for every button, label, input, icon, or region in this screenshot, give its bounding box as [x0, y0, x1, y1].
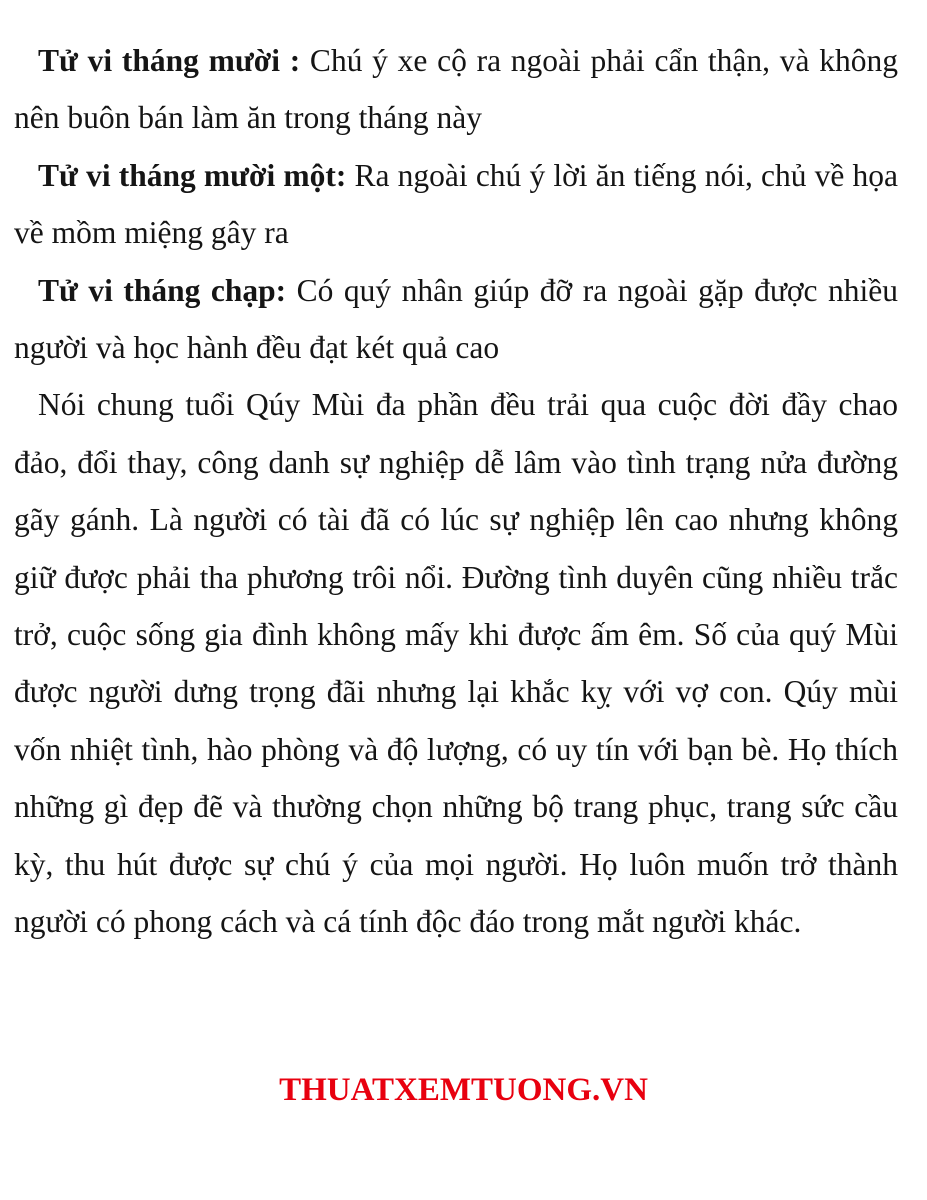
- site-watermark: THUATXEMTUONG.VN: [279, 1072, 648, 1108]
- month-ten-heading: Tử vi tháng mười :: [38, 43, 301, 78]
- document-body: [14, 32, 898, 951]
- month-twelve-heading: Tử vi tháng chạp:: [38, 272, 287, 308]
- month-twelve-paragraph: [14, 262, 898, 377]
- month-eleven-paragraph: [14, 147, 898, 262]
- month-ten-paragraph: [14, 32, 898, 147]
- month-ten-text: Chú ý xe cộ ra ngoài phải cẩn thận, và không nên buôn bán làm ăn trong tháng này: [14, 43, 898, 136]
- month-eleven-text: Ra ngoài chú ý lời ăn tiếng nói, chủ về họa về mồm miệng gây ra: [14, 157, 898, 251]
- month-twelve-text: Có quý nhân giúp đỡ ra ngoài gặp được nhiều người và học hành đều đạt két quả cao: [14, 272, 899, 366]
- month-eleven-heading: Tử vi tháng mười một:: [38, 157, 347, 193]
- summary-paragraph: Nói chung tuổi Qúy Mùi đa phần đều trải qua cuộc đời đầy chao đảo, đổi thay, công danh sự nghiệp dễ lâm vào tình trạng nửa đường gãy gánh. Là người có tài đã có lúc sự nghiệp lên cao nhưng không giữ được phải tha phương trôi nổi. Đường tình duyên cũng nhiều trắc trở, cuộc sống gia đình không mấy khi được ấm êm. Số của quý Mùi được người dưng trọng đãi nhưng lại khắc kỵ với vợ con. Qúy mùi vốn nhiệt tình, hào phòng và độ lượng, có uy tín với bạn bè. Họ thích những gì đẹp đẽ và thường chọn những bộ trang phục, trang sức cầu kỳ, thu hút được sự chú ý của mọi người. Họ luôn muốn trở thành người có phong cách và cá tính độc đáo trong mắt người khác.: [14, 387, 898, 940]
